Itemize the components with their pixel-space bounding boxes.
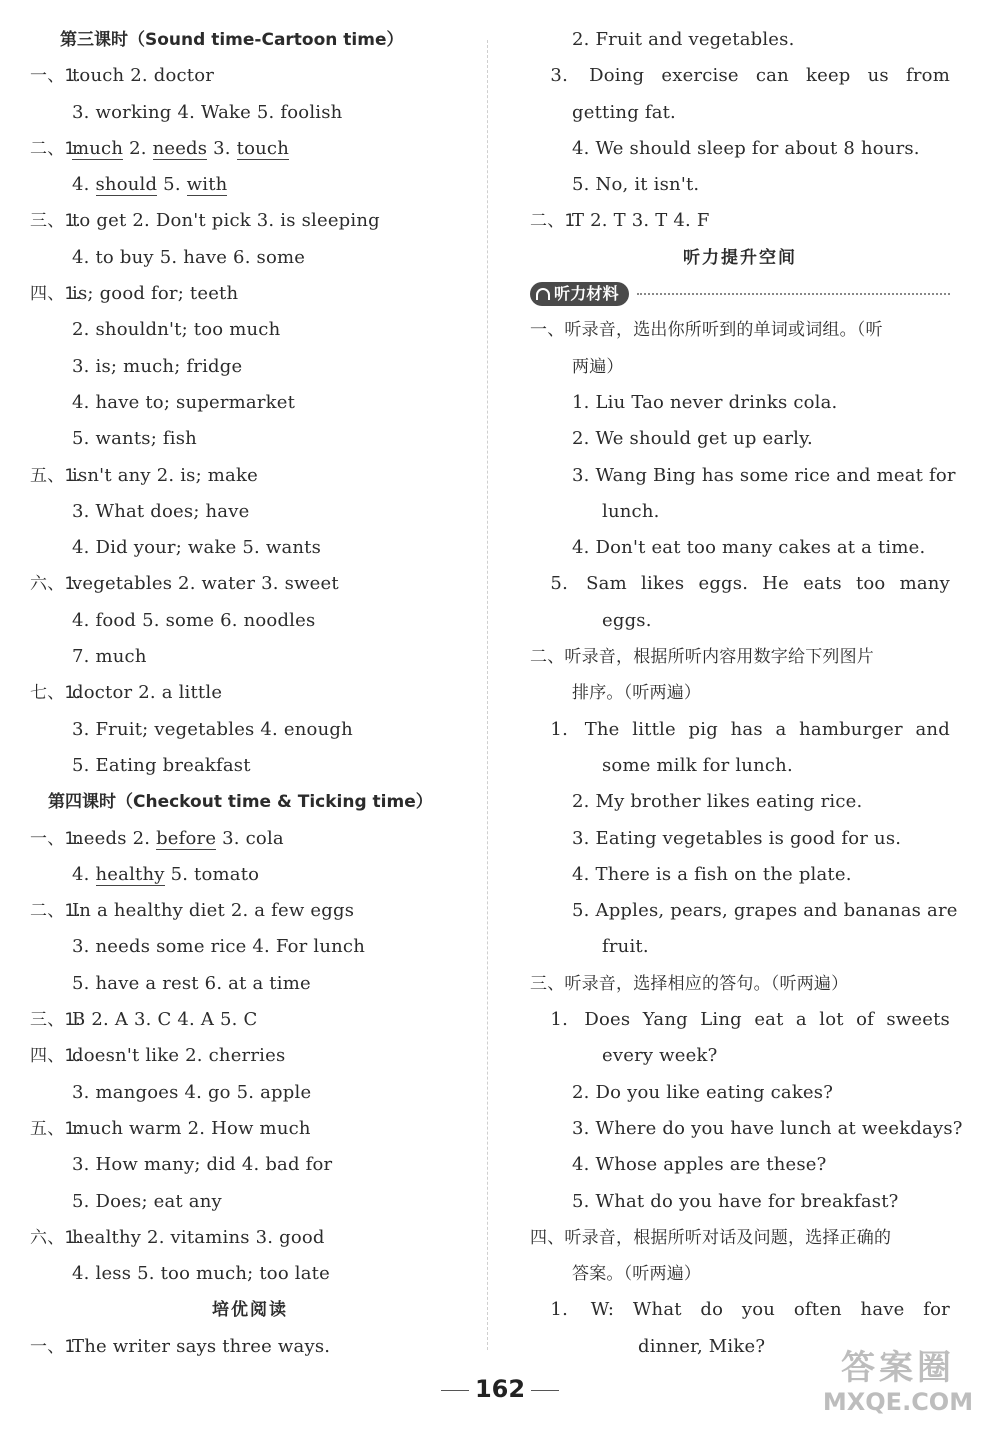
question-title: 四、听录音，根据所听对话及问题，选择正确的 — [530, 1227, 892, 1248]
item-number: 二、1. — [30, 901, 82, 922]
answer-text: getting fat. — [572, 101, 676, 123]
section-heading: 培优阅读 — [212, 1300, 288, 1321]
answer-word: The — [584, 718, 620, 740]
answer-text: fruit. — [602, 936, 649, 958]
answer-word: Sam — [586, 573, 627, 595]
answer-text: needs — [152, 137, 208, 159]
item-number: 3. — [550, 65, 568, 87]
answer-text: 4. — [72, 863, 90, 885]
answer-word: little — [632, 718, 676, 740]
answer-word: us — [867, 65, 889, 87]
answer-word: What — [632, 1299, 682, 1321]
answer-text: 5. What do you have for breakfast? — [572, 1190, 899, 1212]
answer-text: 3. — [213, 137, 231, 159]
answer-text: 4. to buy 5. have 6. some — [72, 246, 306, 268]
answer-text: 4. food 5. some 6. noodles — [72, 609, 316, 631]
item-number: 一、1. — [30, 1336, 82, 1357]
answer-text: 3. Where do you have lunch at weekdays? — [572, 1117, 963, 1139]
answer-line — [530, 784, 950, 820]
answer-word: of — [856, 1009, 874, 1031]
answer-text: some milk for lunch. — [602, 754, 793, 776]
answer-text: 3. cola — [222, 827, 284, 849]
answer-line — [530, 1002, 950, 1038]
item-number: 三、1. — [30, 211, 82, 232]
answer-word: eggs. — [698, 573, 749, 595]
answer-word: lot — [819, 1009, 844, 1031]
page-number-text: 162 — [474, 1375, 526, 1403]
watermark-logo — [808, 1348, 988, 1428]
answer-line — [30, 131, 470, 167]
answer-word: eats — [803, 573, 842, 595]
answer-text: doctor 2. a little — [72, 682, 223, 704]
item-number: 五、1. — [30, 465, 82, 486]
answer-text: 5. Apples, pears, grapes and bananas are — [572, 900, 958, 922]
section-heading: 第四课时（Checkout time & Ticking time） — [48, 792, 433, 813]
answer-line — [530, 385, 950, 421]
answer-line — [30, 857, 470, 893]
answer-line — [30, 821, 470, 857]
answer-line — [530, 95, 950, 131]
answer-line — [30, 1002, 470, 1038]
answer-line — [30, 675, 470, 711]
answer-line — [30, 566, 470, 602]
answer-text: much — [72, 137, 124, 159]
answer-word: a — [795, 1009, 807, 1031]
answer-line — [30, 312, 470, 348]
answer-word: have — [860, 1299, 905, 1321]
answer-text: before — [156, 827, 217, 849]
answer-text: healthy — [95, 863, 165, 885]
answer-text: 5. wants; fish — [72, 428, 197, 450]
answer-text: 3. Wang Bing has some rice and meat for — [572, 464, 956, 486]
answer-text: 4. We should sleep for about 8 hours. — [572, 137, 920, 159]
answer-line — [530, 58, 950, 94]
answer-text: 2. doctor — [130, 65, 215, 87]
question-title-cont: 两遍） — [572, 356, 624, 377]
answer-text: 7. much — [72, 646, 147, 668]
answer-text: 3. mangoes 4. go 5. apple — [72, 1081, 312, 1103]
answer-line — [530, 530, 950, 566]
answer-text: touch — [72, 65, 125, 87]
answer-line — [530, 603, 950, 639]
answer-line — [30, 58, 470, 94]
answer-word: you — [741, 1299, 776, 1321]
answer-word: Does — [584, 1009, 631, 1031]
answer-text: 5. Eating breakfast — [72, 754, 251, 776]
answer-text: 3. What does; have — [72, 500, 250, 522]
answer-word: sweets — [886, 1009, 950, 1031]
item-number: 1. — [550, 1009, 568, 1031]
answer-line — [30, 929, 470, 965]
answer-word: He — [762, 573, 790, 595]
answer-text: dinner, Mike? — [638, 1335, 766, 1357]
answer-line — [30, 1111, 470, 1147]
answer-word: has — [730, 718, 763, 740]
answer-text: to get 2. Don't pick 3. is sleeping — [72, 210, 380, 232]
answer-text: 3. is; much; fridge — [72, 355, 243, 377]
answer-word: likes — [641, 573, 685, 595]
answer-line — [30, 893, 470, 929]
answer-word: can — [755, 65, 789, 87]
answer-word: do — [700, 1299, 724, 1321]
answer-line — [530, 167, 950, 203]
answer-text: needs 2. — [72, 827, 151, 849]
question-title-cont: 答案。（听两遍） — [572, 1264, 702, 1285]
answer-line — [30, 1220, 470, 1256]
answer-line — [30, 1184, 470, 1220]
column-divider — [487, 40, 488, 1350]
answer-word: Ling — [700, 1009, 742, 1031]
answer-word: hamburger — [799, 718, 903, 740]
item-number: 五、1. — [30, 1118, 82, 1139]
answer-line — [530, 712, 950, 748]
answer-text: 3. Fruit; vegetables 4. enough — [72, 718, 353, 740]
answer-text: 4. have to; supermarket — [72, 391, 296, 413]
answer-line — [530, 458, 956, 494]
answer-text: 2. My brother likes eating rice. — [572, 791, 863, 813]
item-number: 二、1. — [30, 138, 82, 159]
answer-line — [530, 893, 958, 929]
answer-line — [530, 1038, 950, 1074]
answer-line — [30, 240, 470, 276]
answer-text: 3. working 4. Wake 5. foolish — [72, 101, 343, 123]
answer-text: much warm 2. How much — [72, 1117, 311, 1139]
item-number: 1. — [550, 718, 568, 740]
watermark-line: MXQE.COM — [822, 1388, 974, 1416]
answer-line — [30, 1147, 470, 1183]
question-title — [530, 349, 950, 385]
item-number: 一、1. — [30, 66, 82, 87]
question-title — [530, 1256, 950, 1292]
answer-word: Yang — [642, 1009, 688, 1031]
answer-text: vegetables 2. water 3. sweet — [72, 573, 339, 595]
answer-line — [30, 639, 470, 675]
answer-line — [30, 385, 470, 421]
watermark-line: 答案圈 — [841, 1348, 955, 1388]
answer-text: 2. shouldn't; too much — [72, 319, 281, 341]
question-title: 三、听录音，选择相应的答句。（听两遍） — [530, 973, 849, 994]
answer-text: isn't any 2. is; make — [72, 464, 258, 486]
answer-text: healthy 2. vitamins 3. good — [72, 1226, 325, 1248]
answer-text: 4. Did your; wake 5. wants — [72, 537, 322, 559]
answer-text: touch — [236, 137, 289, 159]
section-heading: 听力提升空间 — [683, 247, 797, 268]
item-number: 六、1. — [30, 574, 82, 595]
answer-text: 4. less 5. too much; too late — [72, 1263, 330, 1285]
answer-word: pig — [688, 718, 718, 740]
answer-text: 2. Fruit and vegetables. — [572, 29, 795, 50]
item-number: 一、1. — [30, 828, 82, 849]
answer-word: eat — [754, 1009, 784, 1031]
answer-line — [30, 349, 470, 385]
answer-text: 5. tomato — [170, 863, 260, 885]
answer-line — [30, 458, 470, 494]
answer-text: 5. No, it isn't. — [572, 174, 700, 196]
answer-line — [530, 929, 950, 965]
dotted-rule — [637, 293, 950, 295]
answer-text: T 2. T 3. T 4. F — [572, 210, 710, 232]
left-column — [30, 22, 470, 1365]
answer-text: B 2. A 3. C 4. A 5. C — [72, 1009, 258, 1031]
answer-line — [30, 530, 470, 566]
answer-line — [530, 1147, 950, 1183]
answer-line — [30, 712, 470, 748]
answer-line — [30, 748, 470, 784]
answer-line — [30, 603, 470, 639]
question-title: 二、听录音，根据所听内容用数字给下列图片 — [530, 647, 874, 668]
answer-word: for — [923, 1299, 950, 1321]
answer-text: is; good for; teeth — [72, 283, 239, 305]
answer-text: 4. Don't eat too many cakes at a time. — [572, 537, 926, 559]
answer-text: 4. There is a fish on the plate. — [572, 863, 852, 885]
answer-line — [30, 421, 470, 457]
answer-word: a — [775, 718, 787, 740]
answer-word: exercise — [661, 65, 739, 87]
answer-line — [30, 167, 470, 203]
answer-line — [530, 131, 950, 167]
answer-word: Doing — [589, 65, 645, 87]
listening-badge — [530, 282, 629, 306]
answer-line — [530, 566, 950, 602]
answer-text: 5. Does; eat any — [72, 1190, 222, 1212]
item-number: 二、1. — [530, 211, 582, 232]
answer-word: and — [915, 718, 950, 740]
question-title — [530, 675, 950, 711]
answer-text: 3. How many; did 4. bad for — [72, 1154, 333, 1176]
answer-line — [30, 1038, 470, 1074]
answer-text: 4. Whose apples are these? — [572, 1154, 827, 1176]
answer-text: The writer says three ways. — [72, 1335, 331, 1357]
answer-word: too — [855, 573, 886, 595]
item-number: 六、1. — [30, 1227, 82, 1248]
answer-text: with — [186, 174, 228, 196]
answer-text: every week? — [602, 1045, 718, 1067]
answer-line — [530, 1075, 950, 1111]
headphone-icon — [536, 288, 550, 300]
answer-text: 2. Do you like eating cakes? — [572, 1081, 834, 1103]
answer-line — [530, 421, 950, 457]
answer-line — [530, 22, 950, 58]
item-number: 四、1. — [30, 1046, 82, 1067]
answer-text: In a healthy diet 2. a few eggs — [72, 900, 355, 922]
answer-line — [30, 1256, 470, 1292]
answer-line — [530, 1184, 950, 1220]
listening-material-header — [530, 276, 950, 312]
answer-line — [530, 203, 950, 239]
answer-line — [30, 494, 470, 530]
right-column — [530, 22, 963, 1365]
answer-line — [30, 1075, 470, 1111]
item-number: 5. — [550, 573, 568, 595]
answer-text: doesn't like 2. cherries — [72, 1045, 286, 1067]
item-number: 三、1. — [30, 1010, 82, 1031]
answer-text: 2. — [129, 137, 147, 159]
item-number: 七、1. — [30, 683, 82, 704]
answer-word: often — [793, 1299, 842, 1321]
answer-line — [530, 821, 950, 857]
answer-text: 4. — [72, 174, 90, 196]
section-heading: 第三课时（Sound time-Cartoon time） — [60, 30, 404, 50]
answer-line — [30, 203, 470, 239]
answer-text: eggs. — [602, 609, 652, 631]
answer-word: many — [899, 573, 950, 595]
question-title: 一、听录音，选出你所听到的单词或词组。（听 — [530, 320, 883, 341]
answer-word: W: — [590, 1299, 615, 1321]
answer-line — [530, 857, 950, 893]
answer-line — [30, 276, 470, 312]
answer-line — [530, 748, 950, 784]
answer-line — [30, 1329, 470, 1365]
question-title-cont: 排序。（听两遍） — [572, 683, 702, 704]
item-number: 四、1. — [30, 284, 82, 305]
answer-line — [30, 966, 470, 1002]
answer-line — [530, 1292, 950, 1328]
answer-text: 3. Eating vegetables is good for us. — [572, 827, 902, 849]
answer-line — [530, 494, 950, 530]
answer-word: from — [905, 65, 950, 87]
answer-text: 1. Liu Tao never drinks cola. — [572, 391, 838, 413]
item-number: 1. — [550, 1299, 568, 1321]
answer-line — [30, 95, 470, 131]
answer-word: keep — [805, 65, 851, 87]
answer-text: 5. — [163, 174, 181, 196]
answer-text: lunch. — [602, 500, 660, 522]
answer-text: 2. We should get up early. — [572, 428, 813, 450]
badge-label: 听力材料 — [554, 284, 619, 304]
answer-text: should — [95, 174, 158, 196]
answer-text: 5. have a rest 6. at a time — [72, 972, 311, 994]
answer-text: 3. needs some rice 4. For lunch — [72, 936, 365, 958]
answer-line — [530, 1111, 963, 1147]
